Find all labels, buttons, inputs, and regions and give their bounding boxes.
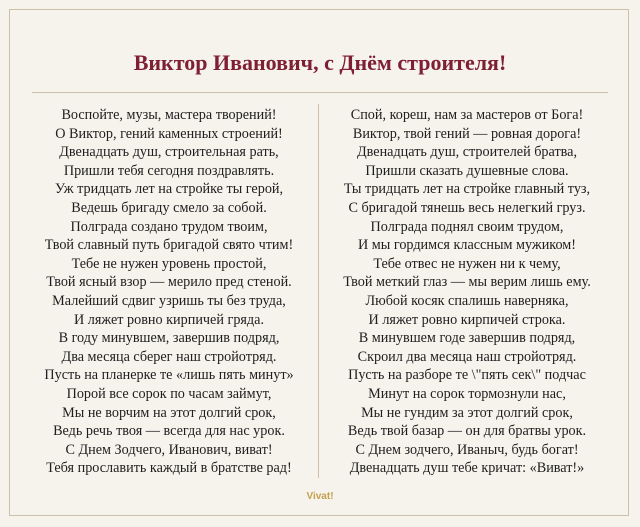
poem-left-line: Двенадцать душ, строительная рать, xyxy=(59,144,279,161)
poem-left-line: Полграда создано трудом твоим, xyxy=(70,218,268,235)
poem-right-line: Спой, кореш, нам за мастеров от Бога! xyxy=(350,107,584,123)
poem-column-left xyxy=(26,106,312,478)
poem-left-line: В году минувшем, завершив подряд, xyxy=(58,330,280,347)
poem-left-line: Пришли тебя сегодня поздравлять. xyxy=(63,162,275,179)
poem-right-line: Ведь твой базар — он для братвы урок. xyxy=(347,423,587,440)
poem-left-line: Воспойте, музы, мастера творений! xyxy=(61,107,277,123)
page-title: Виктор Иванович, с Днём строителя! xyxy=(133,50,507,75)
poem-left-line: О Виктор, гений каменных строений! xyxy=(55,125,283,142)
poem-right-line: Пришли сказать душевные слова. xyxy=(365,162,569,179)
poem-right-line: Двенадцать душ тебе кричат: «Виват!» xyxy=(349,460,585,477)
poem-right-line: В минувшем годе завершив подряд, xyxy=(358,330,576,347)
poem-column-right xyxy=(324,106,610,478)
poem-left-line: Уж тридцать лет на стройке ты герой, xyxy=(54,181,284,198)
poem-left-line: С Днем Зодчего, Иванович, виват! xyxy=(65,441,273,458)
poem-right-line: Любой косяк спалишь наверняка, xyxy=(365,292,569,309)
poem-left-line: Пусть на планерке те «лишь пять минут» xyxy=(44,367,294,384)
poem-left-line: Ведь речь твоя — всегда для нас урок. xyxy=(53,423,285,440)
poem-right-line: Виктор, твой гений — ровная дорога! xyxy=(352,125,582,142)
poem-left-line: Малейший сдвиг узришь ты без труда, xyxy=(52,292,286,309)
vivat-logo: Vivat! xyxy=(306,491,334,502)
column-divider xyxy=(318,104,319,478)
poem-right-line: Двенадцать душ, строителей братва, xyxy=(356,144,578,161)
poem-left-line: Тебе не нужен уровень простой, xyxy=(71,255,267,272)
poem-left-line: Твой славный путь бригадой свято чтим! xyxy=(44,237,294,254)
poem-right-line: С Днем зодчего, Иваныч, будь богат! xyxy=(355,441,579,458)
poem-right-line: Минут на сорок тормознули нас, xyxy=(368,385,566,402)
poem-left-line: Два месяца сберег наш стройотряд. xyxy=(61,348,277,365)
poem-right-line: И ляжет ровно кирпичей строка. xyxy=(368,311,566,328)
poem-left-line: Порой все сорок по часам займут, xyxy=(66,385,272,402)
poem-right-line: Скроил два месяца наш стройотряд. xyxy=(357,348,577,365)
poem-right-line: Пусть на разборе те \"пять сек\" подчас xyxy=(348,367,586,384)
poem-right-line: Мы не гундим за этот долгий срок, xyxy=(361,404,573,421)
poem-right-line: Ты тридцать лет на стройке главный туз, xyxy=(343,181,591,198)
poem-right-line: Тебе отвес не нужен ни к чему, xyxy=(373,255,561,272)
title-divider xyxy=(32,92,608,93)
poem-left-line: Мы не ворчим на этот долгий срок, xyxy=(62,404,276,421)
poem-left-line: Ведешь бригаду смело за собой. xyxy=(71,199,267,216)
poem-right-line: Полграда поднял своим трудом, xyxy=(370,218,564,235)
poem-right-line: И мы гордимся классным мужиком! xyxy=(358,237,576,254)
poem-right-line: С бригадой тянешь весь нелегкий груз. xyxy=(348,199,586,216)
poem-left-line: Тебя прославить каждый в братстве рад! xyxy=(46,460,292,477)
poem-left-line: Твой ясный взор — мерило пред стеной. xyxy=(46,274,292,291)
poem-left-line: И ляжет ровно кирпичей гряда. xyxy=(73,311,264,328)
poem-right-line: Твой меткий глаз — мы верим лишь ему. xyxy=(343,274,591,291)
